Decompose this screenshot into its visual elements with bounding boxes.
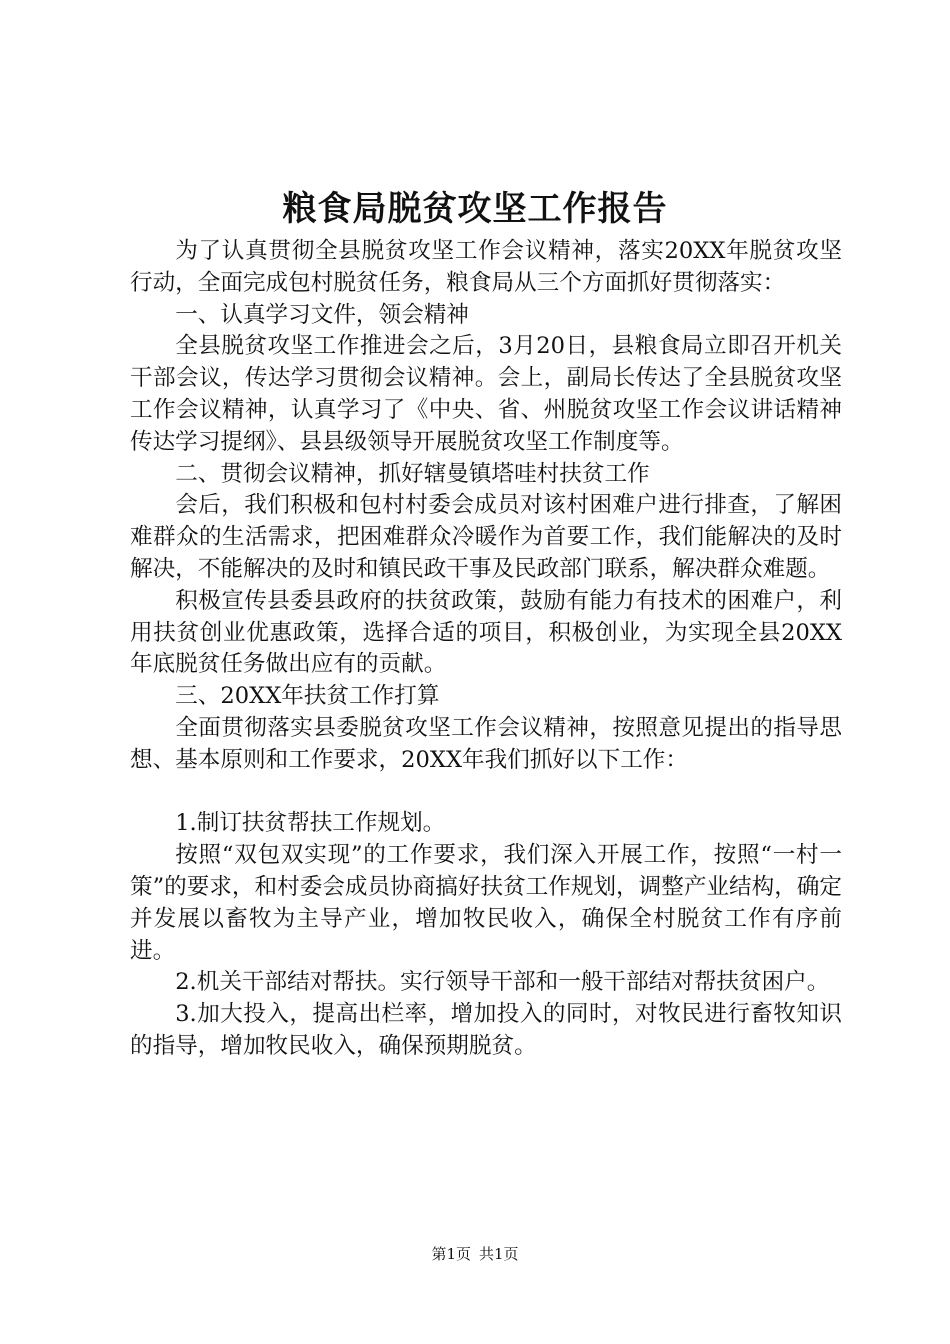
- list-item-3: 3.加大投入，提高出栏率，增加投入的同时，对牧民进行畜牧知识的指导，增加牧民收入，确保预期脱贫。: [130, 1001, 842, 1059]
- page-count: 共1页: [479, 1245, 519, 1263]
- intro-paragraph: 为了认真贯彻全县脱贫攻坚工作会议精神，落实20XX年脱贫攻坚行动，全面完成包村脱贫任务，粮食局从三个方面抓好贯彻落实：: [130, 238, 842, 296]
- body-paragraph: 按照“双包双实现”的工作要求，我们深入开展工作，按照“一村一策”的要求，和村委会成员协商搞好扶贫工作规划，调整产业结构，确定并发展以畜牧为主导产业，增加牧民收入，确保全村脱贫工作有序前进。: [130, 842, 842, 964]
- body-paragraph: 全县脱贫攻坚工作推进会之后，3月20日，县粮食局立即召开机关干部会议，传达学习贯彻会议精神。会上，副局长传达了全县脱贫攻坚工作会议精神，认真学习了《中央、省、州脱贫攻坚工作会议讲话精神传达学习提纲》、县县级领导开展脱贫攻坚工作制度等。: [130, 333, 842, 455]
- section-heading-2: 二、贯彻会议精神，抓好辖曼镇塔哇村扶贫工作: [175, 460, 650, 487]
- list-item-1: 1.制订扶贫帮扶工作规划。: [175, 810, 446, 837]
- section-heading-3: 三、20XX年扶贫工作打算: [175, 683, 440, 710]
- body-paragraph: 全面贯彻落实县委脱贫攻坚工作会议精神，按照意见提出的指导思想、基本原则和工作要求，20XX年我们抓好以下工作：: [130, 714, 842, 773]
- page-footer: [0, 1244, 950, 1264]
- page-number: 第1页: [431, 1245, 471, 1263]
- body-paragraph: 积极宣传县委县政府的扶贫政策，鼓励有能力有技术的困难户，利用扶贫创业优惠政策，选择合适的项目，积极创业，为实现全县20XX年底脱贫任务做出应有的贡献。: [130, 587, 842, 678]
- document-body: [130, 236, 842, 1063]
- body-paragraph: 会后，我们积极和包村村委会成员对该村困难户进行排查，了解困难群众的生活需求，把困难群众冷暖作为首要工作，我们能解决的及时解决，不能解决的及时和镇民政干事及民政部门联系，解决群众难题。: [130, 492, 842, 582]
- document-title: 粮食局脱贫攻坚工作报告: [282, 189, 668, 229]
- section-heading-1: 一、认真学习文件，领会精神: [175, 301, 469, 328]
- list-item-2: 2.机关干部结对帮扶。实行领导干部和一般干部结对帮扶贫困户。: [175, 969, 830, 996]
